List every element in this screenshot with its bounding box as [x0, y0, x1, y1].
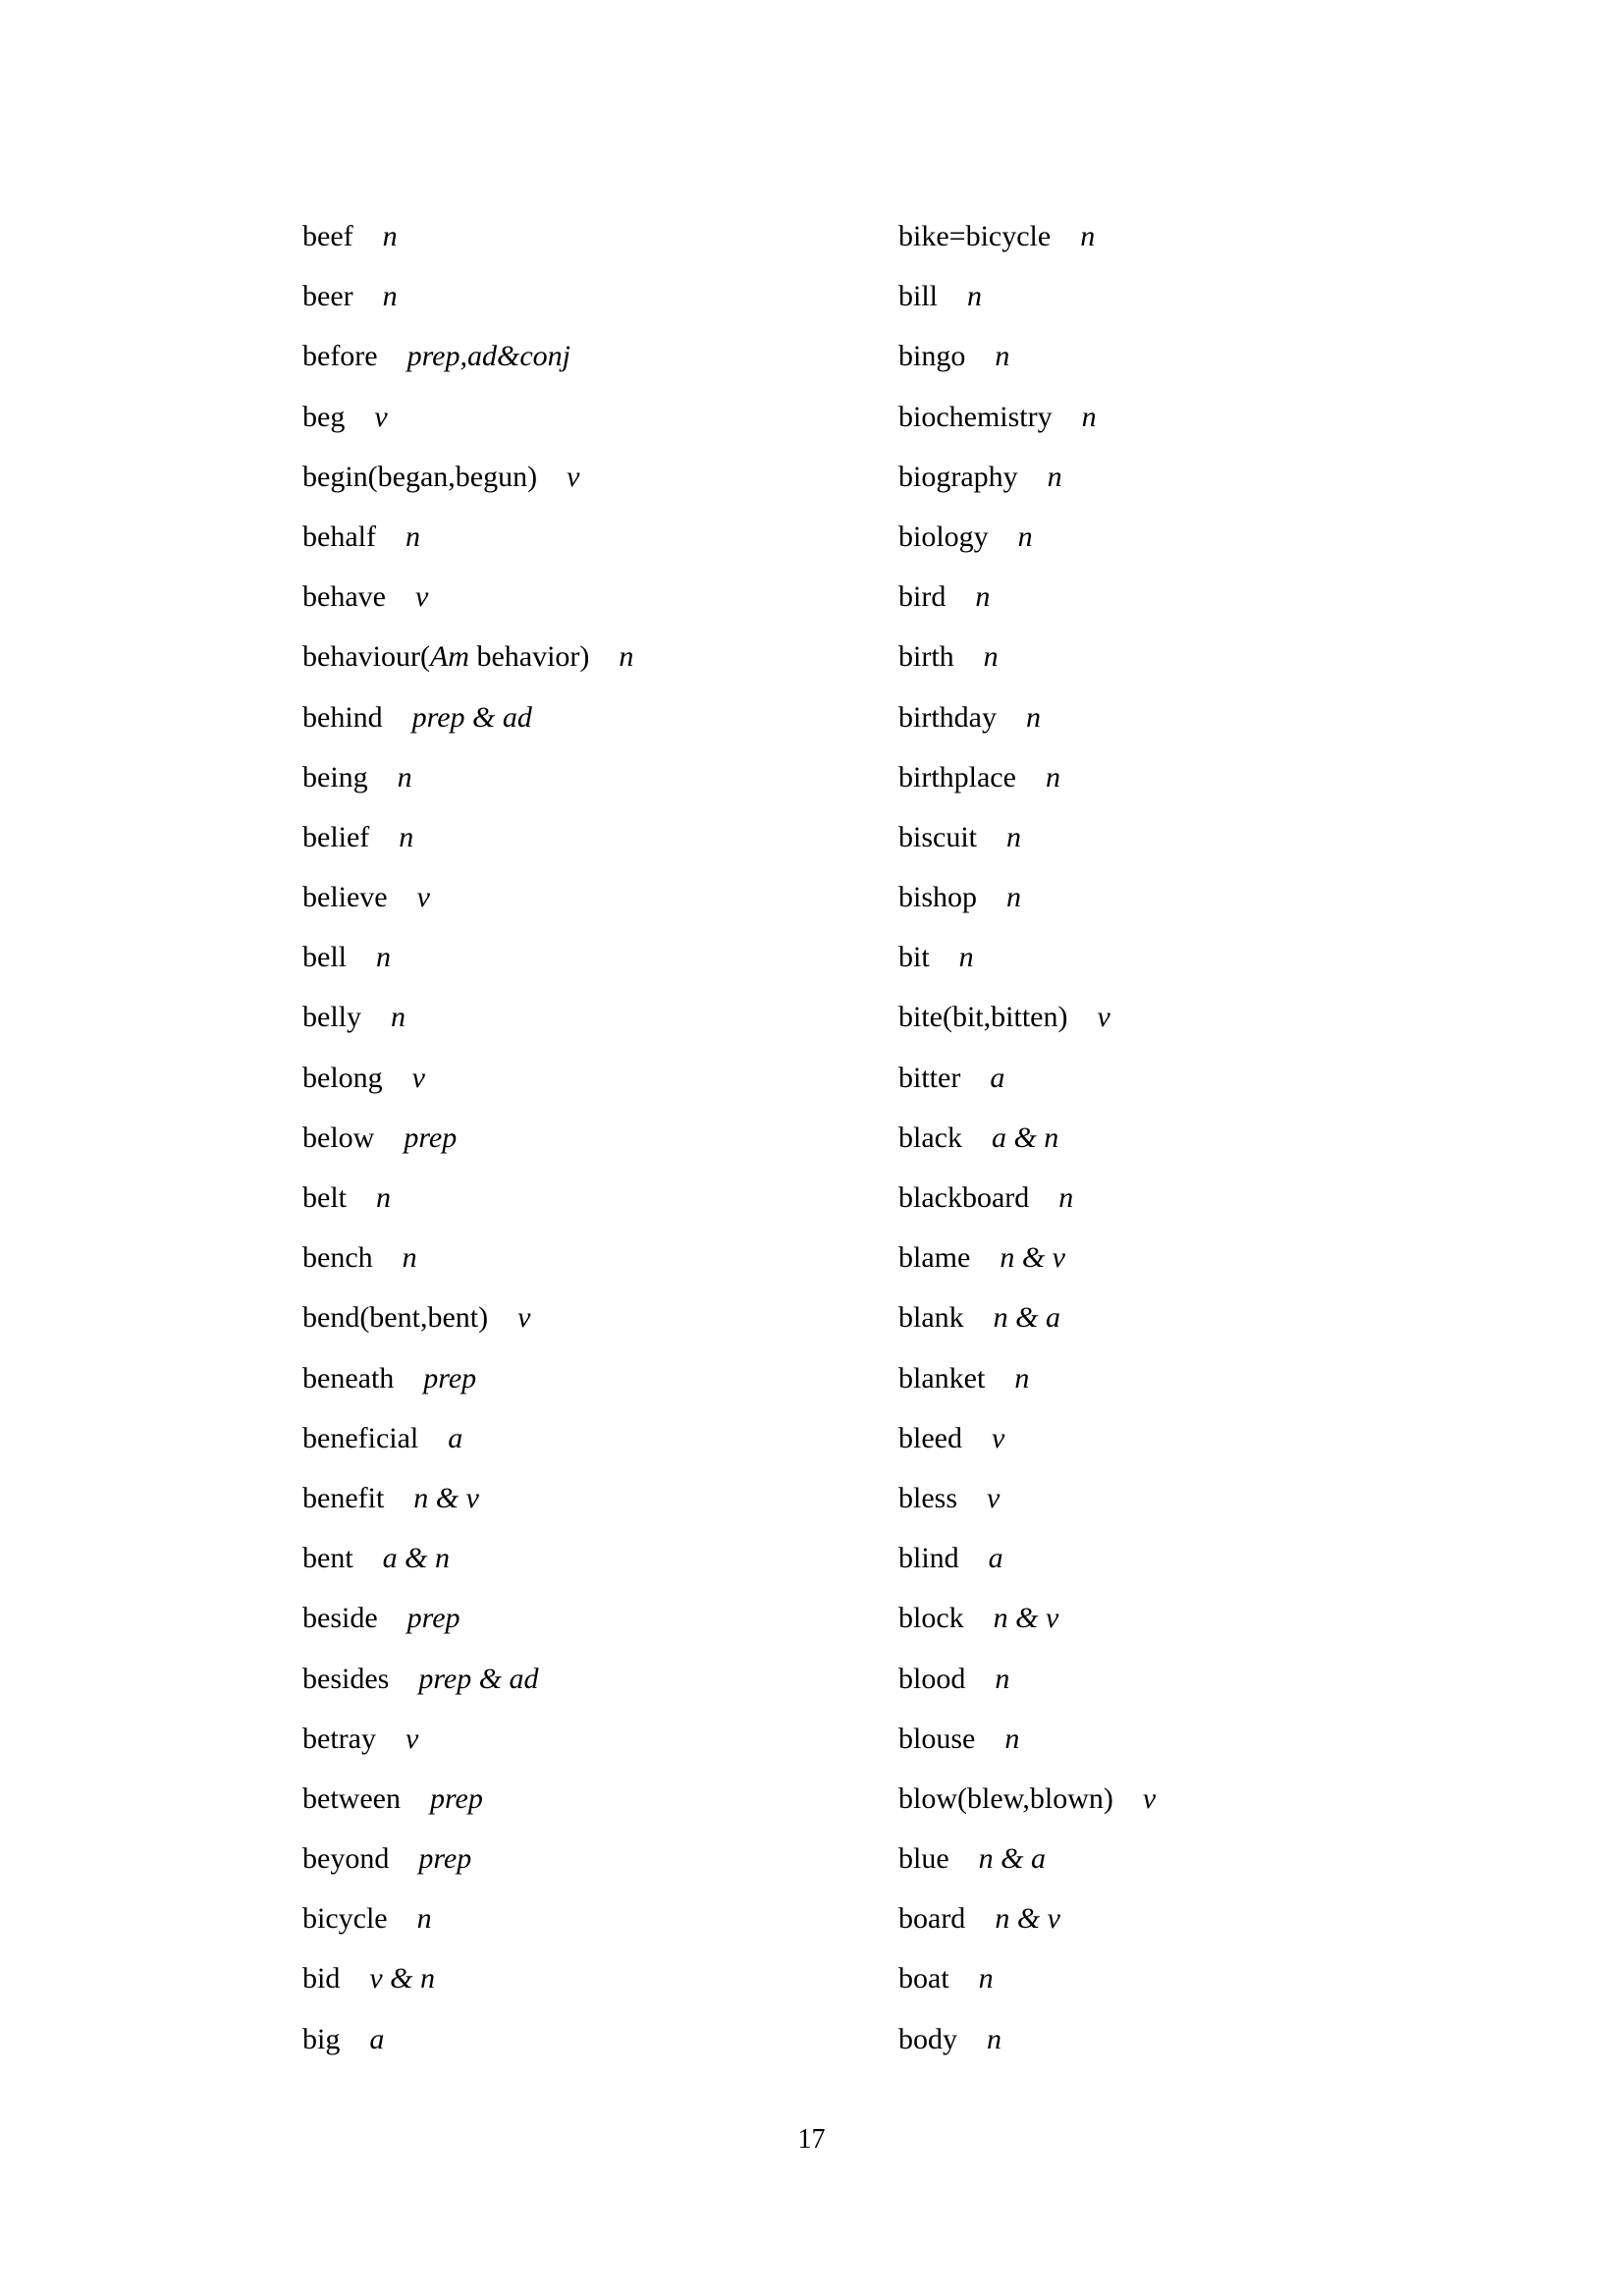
part-of-speech: n [1081, 400, 1097, 433]
word: biscuit [898, 820, 977, 853]
word: birth [898, 640, 954, 674]
part-of-speech: n [376, 1181, 391, 1214]
word: beneath [302, 1361, 395, 1394]
part-of-speech: n [1047, 460, 1062, 493]
word [302, 640, 589, 673]
word: blood [898, 1662, 966, 1695]
word: behind [302, 700, 383, 734]
part-of-speech: v [1142, 1781, 1157, 1815]
part-of-speech: prep & ad [418, 1662, 539, 1695]
list-item [302, 520, 633, 580]
word-segment: behavior) [468, 640, 590, 674]
list-item [898, 1241, 1156, 1301]
part-of-speech: n [983, 640, 999, 674]
list-item [302, 881, 633, 941]
list-item [302, 640, 633, 700]
part-of-speech: n [619, 640, 634, 674]
list-item [302, 220, 633, 280]
list-item [898, 821, 1156, 881]
part-of-speech: a [448, 1421, 463, 1454]
word: blame [898, 1241, 971, 1275]
word: bicycle [302, 1902, 388, 1936]
part-of-speech: v [567, 460, 580, 493]
word: biography [898, 460, 1018, 493]
part-of-speech: n [995, 1662, 1010, 1695]
word: birthday [898, 700, 997, 734]
list-item [898, 1782, 1156, 1842]
part-of-speech: n & v [993, 1602, 1059, 1635]
word: blouse [898, 1722, 976, 1755]
word: believe [302, 881, 388, 914]
list-item [898, 1062, 1156, 1121]
list-item [898, 1722, 1156, 1782]
word: beyond [302, 1842, 390, 1876]
word: biochemistry [898, 400, 1053, 433]
part-of-speech: prep [423, 1361, 477, 1394]
part-of-speech: prep [429, 1781, 483, 1815]
list-item [302, 1062, 633, 1121]
part-of-speech: n [376, 941, 391, 974]
word: bitter [898, 1061, 961, 1094]
word: before [302, 340, 378, 373]
word: blow(blew,blown) [898, 1781, 1113, 1815]
part-of-speech: n [1045, 760, 1060, 793]
list-item [302, 1482, 633, 1542]
word: betray [302, 1722, 376, 1755]
part-of-speech: n [416, 1902, 432, 1936]
part-of-speech: n & a [978, 1842, 1046, 1876]
part-of-speech: v [405, 1722, 419, 1755]
part-of-speech: prep & ad [411, 700, 532, 734]
part-of-speech: a [990, 1061, 1005, 1094]
part-of-speech: n [405, 519, 420, 553]
list-item [898, 280, 1156, 340]
part-of-speech: n [1017, 519, 1033, 553]
word-list-column-right [898, 220, 1156, 2083]
part-of-speech: n [391, 1001, 406, 1034]
part-of-speech: n [995, 340, 1010, 373]
word: bell [302, 941, 347, 974]
part-of-speech: n [402, 1241, 417, 1275]
list-item [898, 1181, 1156, 1241]
list-item [898, 340, 1156, 400]
list-item [302, 340, 633, 400]
list-item [302, 1962, 633, 2022]
list-item [302, 1602, 633, 1662]
part-of-speech: v [411, 1061, 425, 1094]
list-item [302, 1301, 633, 1361]
word: blind [898, 1542, 959, 1575]
word: biology [898, 519, 989, 553]
word: block [898, 1602, 964, 1635]
word-list-column-left [302, 220, 633, 2083]
word: beside [302, 1602, 378, 1635]
word: below [302, 1121, 375, 1154]
list-item [302, 821, 633, 881]
list-item [898, 1362, 1156, 1422]
word: belly [302, 1001, 361, 1034]
list-item [302, 1542, 633, 1602]
word: board [898, 1902, 966, 1936]
word: beg [302, 400, 346, 433]
list-item [898, 2023, 1156, 2083]
word: bless [898, 1481, 957, 1514]
word: bingo [898, 340, 966, 373]
list-item [302, 1001, 633, 1061]
part-of-speech: n [1006, 820, 1021, 853]
part-of-speech: prep [418, 1842, 472, 1876]
part-of-speech: n & v [995, 1902, 1060, 1936]
word: black [898, 1121, 962, 1154]
list-item [302, 2023, 633, 2083]
list-item [898, 761, 1156, 821]
word: beef [302, 220, 353, 252]
list-item [898, 1121, 1156, 1181]
part-of-speech: v [414, 580, 429, 614]
part-of-speech: v [517, 1301, 531, 1335]
list-item [898, 1482, 1156, 1542]
word: beneficial [302, 1421, 419, 1454]
list-item [302, 580, 633, 640]
part-of-speech: prep [404, 1121, 458, 1154]
part-of-speech: a & n [991, 1121, 1059, 1154]
word: big [302, 2022, 341, 2055]
word: bend(bent,bent) [302, 1301, 489, 1335]
word: blue [898, 1842, 949, 1876]
list-item [302, 1782, 633, 1842]
part-of-speech: v [987, 1481, 1001, 1514]
list-item [302, 941, 633, 1001]
list-item [898, 1542, 1156, 1602]
part-of-speech: v [374, 400, 388, 433]
list-item [898, 881, 1156, 941]
word: behalf [302, 519, 376, 553]
list-item [898, 1602, 1156, 1662]
word: bent [302, 1542, 353, 1575]
part-of-speech: n [1058, 1181, 1074, 1214]
word: body [898, 2022, 957, 2055]
part-of-speech: n [975, 580, 991, 614]
word: bike=bicycle [898, 220, 1052, 252]
part-of-speech: n & v [413, 1481, 479, 1514]
list-item [302, 1722, 633, 1782]
list-item [898, 1001, 1156, 1061]
list-item [302, 1241, 633, 1301]
part-of-speech: n & a [993, 1301, 1060, 1335]
word: besides [302, 1662, 390, 1695]
word: benefit [302, 1481, 385, 1514]
part-of-speech: n [1004, 1722, 1020, 1755]
part-of-speech: v & n [369, 1962, 435, 1995]
word: bleed [898, 1421, 962, 1454]
word: being [302, 760, 368, 793]
list-item [898, 1301, 1156, 1361]
word: beer [302, 280, 353, 313]
list-item [302, 1663, 633, 1722]
word: bid [302, 1962, 341, 1995]
part-of-speech: n [382, 280, 398, 313]
part-of-speech: n [987, 2022, 1001, 2055]
page-number: 17 [797, 2124, 826, 2155]
part-of-speech: a [988, 1542, 1003, 1575]
list-item [302, 1842, 633, 1902]
part-of-speech: v [1097, 1001, 1110, 1034]
list-item [302, 401, 633, 461]
part-of-speech: n [967, 280, 983, 313]
part-of-speech: n & v [1000, 1241, 1065, 1275]
word-segment: Am [429, 640, 469, 674]
word: belt [302, 1181, 347, 1214]
word: bird [898, 580, 947, 614]
word: behave [302, 580, 386, 614]
part-of-speech: prep,ad&conj [406, 340, 570, 373]
list-item [898, 1842, 1156, 1902]
word: boat [898, 1962, 949, 1995]
part-of-speech: n [399, 820, 414, 853]
word: bench [302, 1241, 373, 1275]
list-item [302, 1902, 633, 1962]
part-of-speech: n [1014, 1361, 1030, 1394]
word: belief [302, 820, 370, 853]
word: bill [898, 280, 939, 313]
list-item [302, 701, 633, 761]
list-item [898, 1962, 1156, 2022]
part-of-speech: v [416, 881, 430, 914]
word: belong [302, 1061, 383, 1094]
word: bite(bit,bitten) [898, 1001, 1068, 1034]
word: blank [898, 1301, 964, 1335]
list-item [898, 401, 1156, 461]
word: birthplace [898, 760, 1016, 793]
word-segment: behaviour( [302, 640, 430, 674]
word: bishop [898, 881, 978, 914]
list-item [898, 941, 1156, 1001]
list-item [302, 1181, 633, 1241]
list-item [898, 520, 1156, 580]
part-of-speech: n [978, 1962, 994, 1995]
part-of-speech: v [991, 1421, 1005, 1454]
word: blanket [898, 1361, 986, 1394]
list-item [302, 1362, 633, 1422]
word: bit [898, 941, 930, 974]
list-item [898, 220, 1156, 280]
part-of-speech: n [397, 760, 412, 793]
part-of-speech: n [1080, 220, 1096, 252]
part-of-speech: n [1006, 881, 1022, 914]
word: begin(began,begun) [302, 460, 538, 493]
list-item [898, 701, 1156, 761]
list-item [898, 640, 1156, 700]
list-item [898, 580, 1156, 640]
part-of-speech: n [382, 220, 398, 252]
list-item [898, 1422, 1156, 1482]
list-item [302, 461, 633, 520]
part-of-speech: a & n [382, 1542, 450, 1575]
list-item [898, 461, 1156, 520]
part-of-speech: a [369, 2022, 385, 2055]
list-item [898, 1663, 1156, 1722]
word: blackboard [898, 1181, 1030, 1214]
word: between [302, 1781, 401, 1815]
part-of-speech: n [1025, 700, 1041, 734]
part-of-speech: prep [406, 1602, 460, 1635]
list-item [302, 1121, 633, 1181]
part-of-speech: n [958, 941, 974, 974]
list-item [898, 1902, 1156, 1962]
list-item [302, 1422, 633, 1482]
list-item [302, 280, 633, 340]
list-item [302, 761, 633, 821]
